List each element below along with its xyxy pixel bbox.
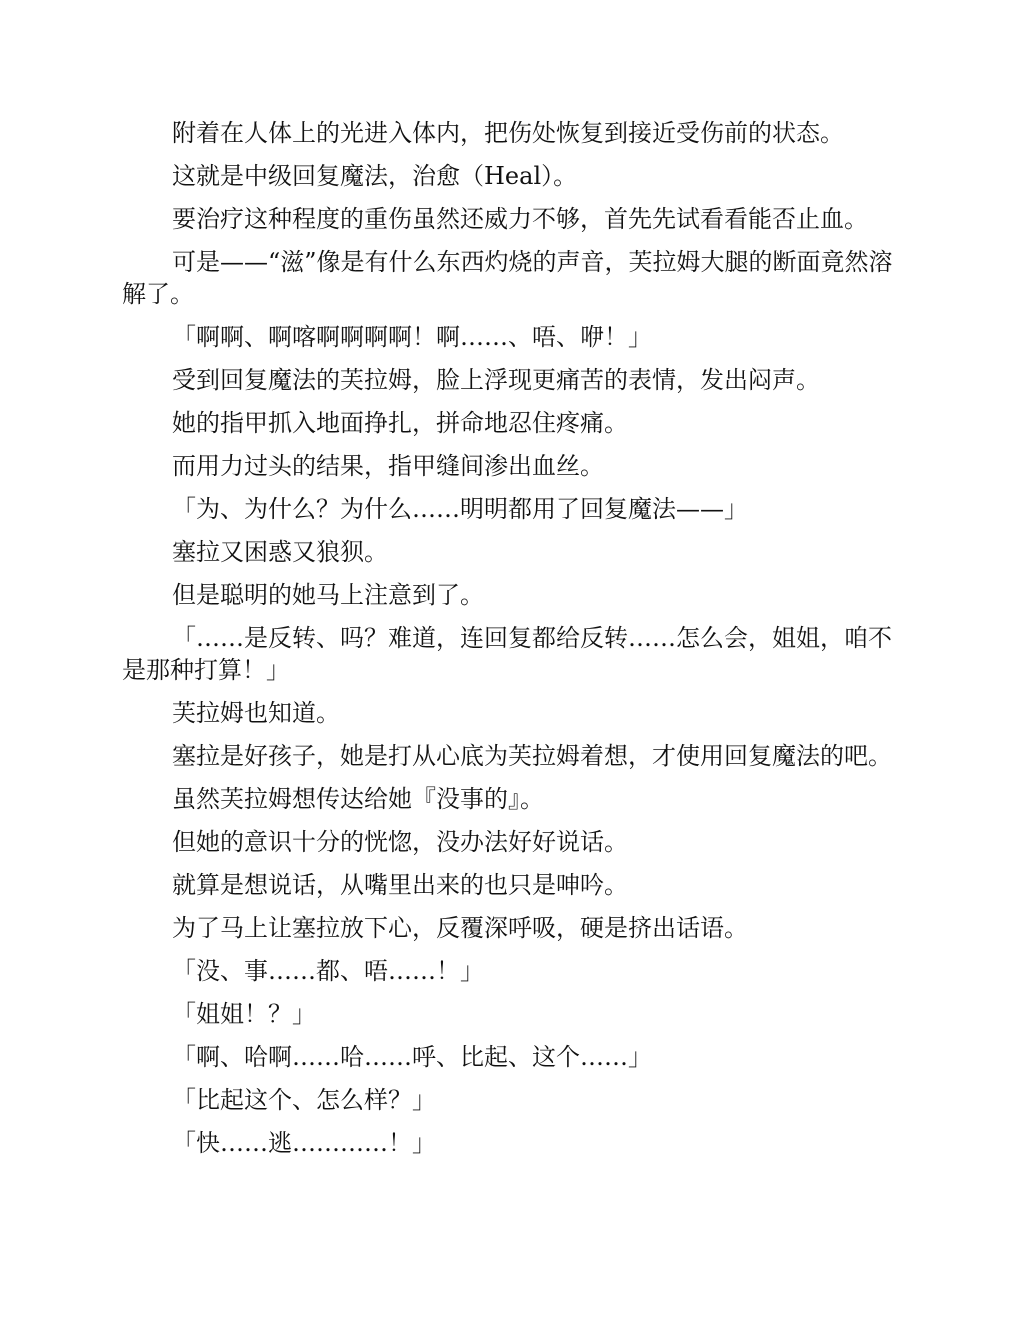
paragraph: 为了马上让塞拉放下心，反覆深呼吸，硬是挤出话语。 bbox=[172, 914, 748, 942]
paragraph: 塞拉又困惑又狼狈。 bbox=[172, 538, 388, 566]
dialogue-line: 「啊啊、啊喀啊啊啊啊！啊……、唔、咿！」 bbox=[172, 323, 652, 351]
paragraph: 受到回复魔法的芙拉姆，脸上浮现更痛苦的表情，发出闷声。 bbox=[172, 366, 820, 394]
paragraph: 塞拉是好孩子，她是打从心底为芙拉姆着想，才使用回复魔法的吧。 bbox=[172, 742, 892, 770]
paragraph: 她的指甲抓入地面挣扎，拼命地忍住疼痛。 bbox=[172, 409, 628, 437]
paragraph: 这就是中级回复魔法，治愈（Heal）。 bbox=[172, 162, 578, 190]
body-text bbox=[122, 117, 898, 1170]
dialogue-line: 「快……逃…………！」 bbox=[172, 1129, 436, 1157]
paragraph: 附着在人体上的光进入体内，把伤处恢复到接近受伤前的状态。 bbox=[172, 119, 844, 147]
paragraph: 虽然芙拉姆想传达给她『没事的』。 bbox=[172, 785, 544, 813]
paragraph: 可是——“滋”像是有什么东西灼烧的声音，芙拉姆大腿的断面竟然溶解了。 bbox=[122, 248, 893, 308]
paragraph: 而用力过头的结果，指甲缝间渗出血丝。 bbox=[172, 452, 604, 480]
dialogue-line: 「比起这个、怎么样？」 bbox=[172, 1086, 436, 1114]
dialogue-line: 「姐姐！？」 bbox=[172, 1000, 316, 1028]
paragraph: 但她的意识十分的恍惚，没办法好好说话。 bbox=[172, 828, 628, 856]
paragraph: 芙拉姆也知道。 bbox=[172, 699, 340, 727]
dialogue-line: 「……是反转、吗？难道，连回复都给反转……怎么会，姐姐，咱不是那种打算！」 bbox=[122, 624, 892, 684]
paragraph: 就算是想说话，从嘴里出来的也只是呻吟。 bbox=[172, 871, 628, 899]
paragraph: 但是聪明的她马上注意到了。 bbox=[172, 581, 484, 609]
paragraph: 要治疗这种程度的重伤虽然还威力不够，首先先试看看能否止血。 bbox=[172, 205, 868, 233]
dialogue-line: 「啊、哈啊……哈……呼、比起、这个……」 bbox=[172, 1043, 652, 1071]
dialogue-line: 「没、事……都、唔……！」 bbox=[172, 957, 484, 985]
dialogue-line: 「为、为什么？为什么……明明都用了回复魔法——」 bbox=[172, 495, 748, 523]
